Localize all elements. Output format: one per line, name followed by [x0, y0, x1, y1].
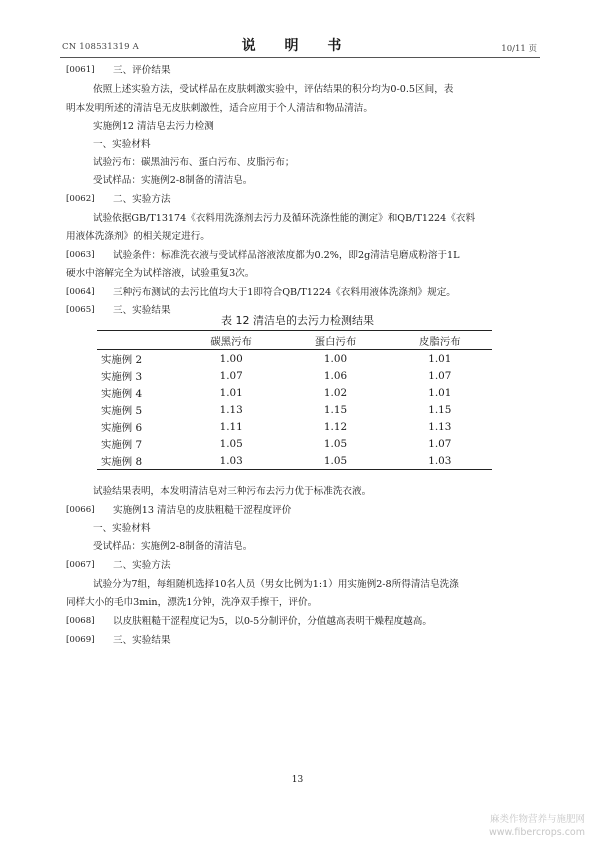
text-line: 用液体洗涤剂》的相关规定进行。 — [66, 231, 210, 242]
row-label: 实施例 5 — [101, 405, 143, 417]
section-heading: 三、评价结果 — [113, 65, 171, 76]
text-line: 硬水中溶解完全为试样溶液，试验重复3次。 — [66, 268, 255, 279]
page-indicator: 10/11 页 — [501, 44, 537, 54]
table-cell: 1.07 — [428, 437, 452, 450]
row-label: 实施例 4 — [101, 388, 143, 400]
paragraph-id: [0062] — [66, 194, 95, 204]
text-line: 以皮肤粗糙干涩程度记为5，以0-5分制评价，分值越高表明干燥程度越高。 — [113, 616, 432, 627]
table-cell: 1.05 — [323, 437, 348, 450]
table-row — [97, 350, 492, 368]
table-row — [97, 384, 492, 401]
watermark — [489, 813, 585, 839]
row-label: 实施例 6 — [101, 422, 143, 434]
paragraph-id: [0067] — [66, 560, 95, 570]
table-cell: 1.05 — [219, 437, 243, 450]
table-cell: 1.07 — [219, 369, 243, 382]
table-cell: 1.01 — [219, 386, 243, 399]
text-line: 试验条件：标准洗衣液与受试样品溶液浓度都为0.2%，即2g清洁皂磨成粉溶于1L — [113, 250, 460, 261]
text-line: 受试样品：实施例2-8制备的清洁皂。 — [93, 175, 253, 186]
patent-number: CN 108531319 A — [62, 42, 139, 52]
paragraph-id: [0068] — [66, 616, 95, 626]
table-caption: 表 12 清洁皂的去污力检测结果 — [221, 314, 374, 327]
row-label: 实施例 3 — [101, 371, 143, 383]
table-cell: 1.11 — [219, 420, 243, 433]
column-header — [97, 331, 179, 350]
table-cell: 1.12 — [323, 420, 348, 433]
text-line: 试验分为7组，每组随机选择10名人员（男女比例为1:1）用实施例2-8所得清洁皂洗涤 — [93, 579, 459, 590]
table-cell: 1.03 — [179, 452, 283, 470]
table-cell: 1.05 — [283, 452, 387, 470]
table-cell: 1.00 — [323, 352, 348, 365]
table-cell: 1.07 — [428, 369, 452, 382]
table-row — [97, 435, 492, 452]
table-cell: 1.00 — [219, 352, 243, 365]
results-table — [97, 330, 492, 470]
section-heading: 一、实验材料 — [93, 139, 151, 150]
table-cell: 1.13 — [219, 403, 243, 416]
section-heading: 三、实验结果 — [113, 305, 171, 316]
table-cell: 1.13 — [428, 420, 452, 433]
text-line: 明本发明所述的清洁皂无皮肤刺激性，适合应用于个人清洁和物品清洁。 — [66, 103, 373, 114]
table-cell: 1.01 — [428, 352, 452, 365]
table-cell: 1.01 — [428, 386, 452, 399]
header-divider — [60, 57, 540, 58]
example-heading: 实施例13 清洁皂的皮肤粗糙干涩程度评价 — [113, 505, 292, 516]
document-title: 说 明 书 — [241, 38, 354, 54]
column-header: 皮脂污布 — [388, 331, 492, 350]
example-heading: 实施例12 清洁皂去污力检测 — [93, 121, 214, 132]
watermark-url: www.fibercrops.com — [488, 827, 585, 838]
paragraph-id: [0069] — [66, 635, 95, 645]
table-cell: 1.06 — [323, 369, 348, 382]
text-line: 受试样品：实施例2-8制备的清洁皂。 — [93, 541, 253, 552]
table-header-row — [97, 331, 492, 350]
paragraph-id: [0066] — [66, 505, 95, 515]
section-heading: 二、实验方法 — [113, 560, 171, 571]
paragraph-id: [0064] — [66, 287, 95, 297]
paragraph-id: [0063] — [66, 250, 95, 260]
text-line: 试验污布：碳黑油污布、蛋白污布、皮脂污布； — [93, 157, 295, 168]
text-line: 依照上述实验方法，受试样品在皮肤刺激实验中，评估结果的积分均为0-0.5区间，表 — [93, 84, 454, 95]
section-heading: 二、实验方法 — [113, 194, 171, 205]
section-heading: 三、实验结果 — [113, 635, 171, 646]
row-label: 实施例 8 — [97, 452, 179, 470]
row-label: 实施例 2 — [101, 354, 143, 366]
paragraph-id: [0061] — [66, 65, 95, 75]
column-header: 碳黑污布 — [179, 331, 283, 350]
table-cell: 1.03 — [388, 452, 492, 470]
table-row — [97, 367, 492, 384]
watermark-title: 麻类作物营养与施肥网 — [489, 814, 585, 825]
row-label: 实施例 7 — [101, 439, 143, 451]
section-heading: 一、实验材料 — [93, 523, 151, 534]
text-line: 试验结果表明，本发明清洁皂对三种污布去污力优于标准洗衣液。 — [93, 486, 372, 497]
table-row — [97, 452, 492, 470]
paragraph-id: [0065] — [66, 305, 95, 315]
page-number: 13 — [291, 775, 304, 785]
table-cell: 1.15 — [323, 403, 348, 416]
text-line: 三种污布测试的去污比值均大于1即符合QB/T1224《衣料用液体洗涤剂》规定。 — [113, 287, 456, 298]
table-row — [97, 401, 492, 418]
table-cell: 1.02 — [323, 386, 348, 399]
column-header: 蛋白污布 — [283, 331, 387, 350]
text-line: 同样大小的毛巾3min，漂洗1分钟，洗净双手擦干，评价。 — [66, 597, 318, 608]
table-cell: 1.15 — [428, 403, 452, 416]
table-row — [97, 418, 492, 435]
text-line: 试验依据GB/T13174《衣料用洗涤剂去污力及循环洗涤性能的测定》和QB/T1224《衣料 — [93, 213, 476, 224]
